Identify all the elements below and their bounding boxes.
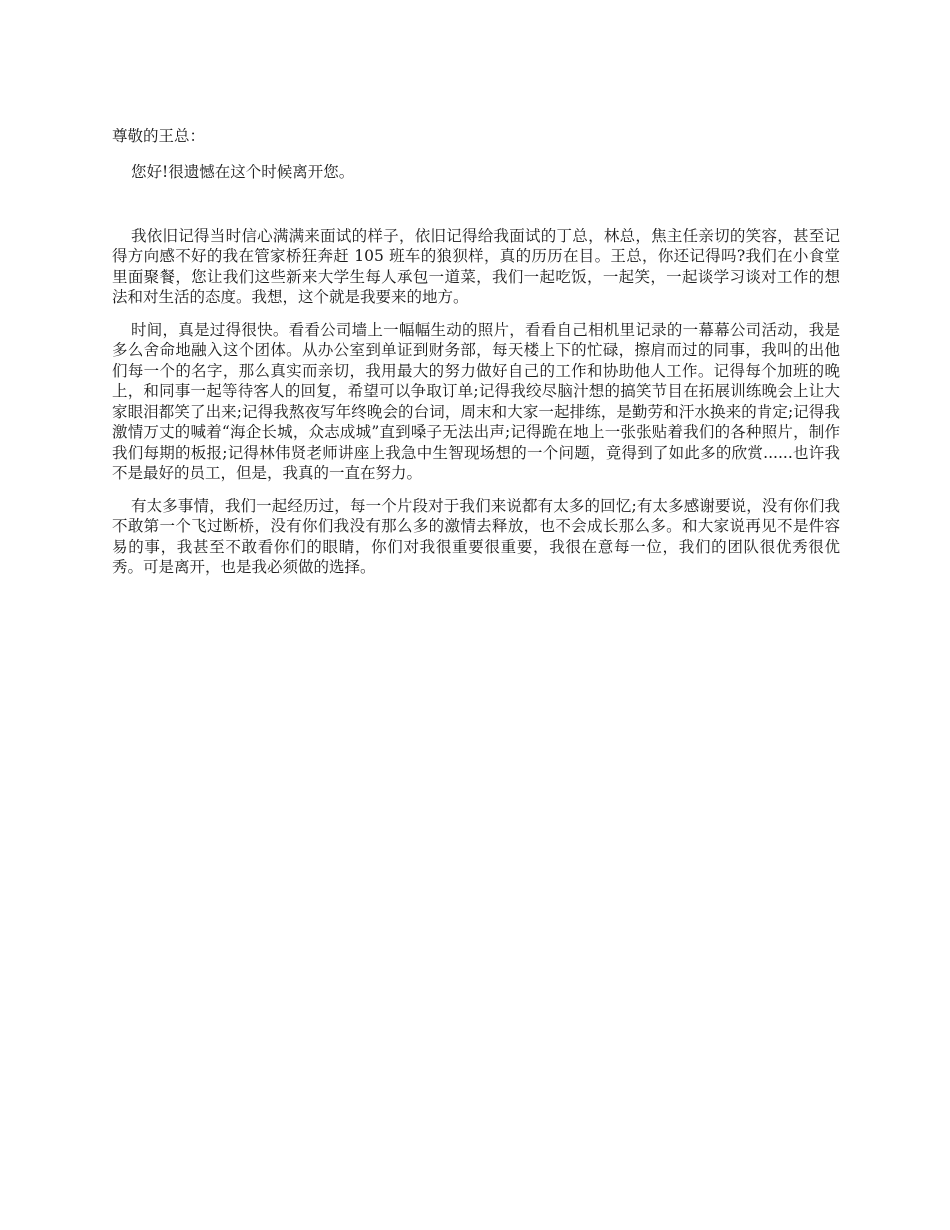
salutation: 尊敬的王总： [112, 127, 206, 145]
paragraph-thanks: 有太多事情，我们一起经历过，每一个片段对于我们来说都有太多的回忆;有太多感谢要说，没有你们我不敢第一个飞过断桥，没有你们我没有那么多的激情去释放，也不会成长那么多。和大家说再见不是件容易的事，我甚至不敢看你们的眼睛，你们对我很重要很重要，我很在意每一位，我们的团队很优秀很优秀。可是离开，也是我必须做的选择。 [112, 496, 840, 576]
paragraph-time: 时间，真是过得很快。看看公司墙上一幅幅生动的照片，看看自己相机里记录的一幕幕公司活动，我是多么舍命地融入这个团体。从办公室到单证到财务部，每天楼上下的忙碌，擦肩而过的同事，我叫的出他们每一个的名字，那么真实而亲切，我用最大的努力做好自己的工作和协助他人工作。记得每个加班的晚上，和同事一起等待客人的回复，希望可以争取订单;记得我绞尽脑汁想的搞笑节目在拓展训练晚会上让大家眼泪都笑了出来;记得我熬夜写年终晚会的台词，周末和大家一起排练，是勤劳和汗水换来的肯定;记得我激情万丈的喊着“海企长城，众志成城”直到嗓子无法出声;记得跪在地上一张张贴着我们的各种照片，制作我们每期的板报;记得林伟贤老师讲座上我急中生智现场想的一个问题，竟得到了如此多的欣赏......也许我不是最好的员工，但是，我真的一直在努力。 [112, 320, 840, 482]
paragraph-memories: 我依旧记得当时信心满满来面试的样子，依旧记得给我面试的丁总，林总，焦主任亲切的笑容，甚至记得方向感不好的我在管家桥狂奔赶 105 班车的狼狈样，真的历历在目。王总，你还记得吗?我们在小食堂里面聚餐，您让我们这些新来大学生每人承包一道菜，我们一起吃饭，一起笑，一起谈学习谈对工作的想法和对生活的态度。我想，这个就是我要来的地方。 [112, 226, 840, 306]
opening-line: 您好!很遗憾在这个时候离开您。 [131, 163, 355, 181]
letter-body [112, 124, 840, 590]
paragraph-gap [112, 183, 840, 226]
